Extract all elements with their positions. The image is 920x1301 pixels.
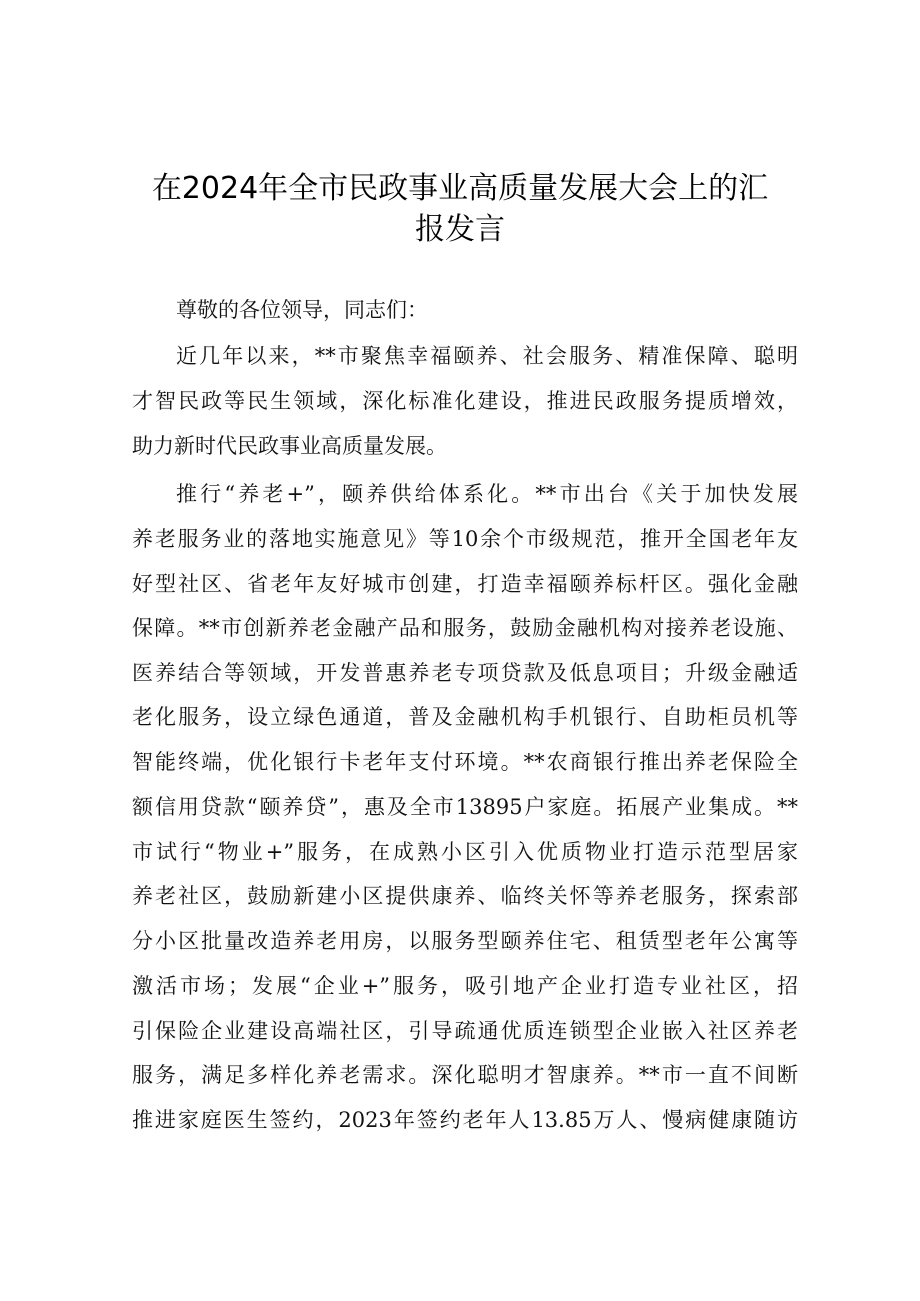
paragraph-2-line-14: 服务，满足多样化养老需求。深化聪明才智康养。**市一直不间断	[132, 1063, 798, 1087]
paragraph-2-line-6: 老化服务，设立绿色通道，普及金融机构手机银行、自助柜员机等	[132, 705, 798, 729]
paragraph-2-line-9: 市试行“物业+”服务，在成熟小区引入优质物业打造示范型居家	[132, 840, 798, 864]
salutation: 尊敬的各位领导，同志们：	[176, 298, 428, 322]
paragraph-2-line-2: 养老服务业的落地实施意见》等10余个市级规范，推开全国老年友	[132, 527, 798, 551]
paragraph-2-line-12: 激活市场；发展“企业+”服务，吸引地产企业打造专业社区，招	[132, 974, 798, 998]
paragraph-1-line-1: 近几年以来，**市聚焦幸福颐养、社会服务、精准保障、聪明	[176, 344, 798, 368]
paragraph-1-line-2: 才智民政等民生领域，深化标准化建设，推进民政服务提质增效，	[132, 389, 798, 413]
paragraph-2-line-8: 额信用贷款“颐养贷”，惠及全市13895户家庭。拓展产业集成。**	[132, 795, 798, 819]
paragraph-2-line-15: 推进家庭医生签约，2023年签约老年人13.85万人、慢病健康随访	[132, 1108, 798, 1132]
paragraph-2-line-7: 智能终端，优化银行卡老年支付环境。**农商银行推出养老保险全	[132, 750, 798, 774]
title-line-1: 在2024年全市民政事业高质量发展大会上的汇	[151, 171, 769, 206]
paragraph-2-line-3: 好型社区、省老年友好城市创建，打造幸福颐养标杆区。强化金融	[132, 572, 798, 596]
paragraph-2-line-4: 保障。**市创新养老金融产品和服务，鼓励金融机构对接养老设施、	[132, 616, 798, 640]
paragraph-2-line-5: 医养结合等领域，开发普惠养老专项贷款及低息项目；升级金融适	[132, 661, 798, 685]
paragraph-2-line-10: 养老社区，鼓励新建小区提供康养、临终关怀等养老服务，探索部	[132, 884, 798, 908]
title-line-2: 报发言	[415, 212, 505, 247]
document-body	[132, 0, 798, 1301]
paragraph-2-line-11: 分小区批量改造养老用房，以服务型颐养住宅、租赁型老年公寓等	[132, 929, 798, 953]
paragraph-1-line-3: 助力新时代民政事业高质量发展。	[132, 434, 447, 458]
paragraph-2-line-13: 引保险企业建设高端社区，引导疏通优质连锁型企业嵌入社区养老	[132, 1019, 798, 1043]
paragraph-2-line-1: 推行“养老+”，颐养供给体系化。**市出台《关于加快发展	[176, 482, 798, 506]
